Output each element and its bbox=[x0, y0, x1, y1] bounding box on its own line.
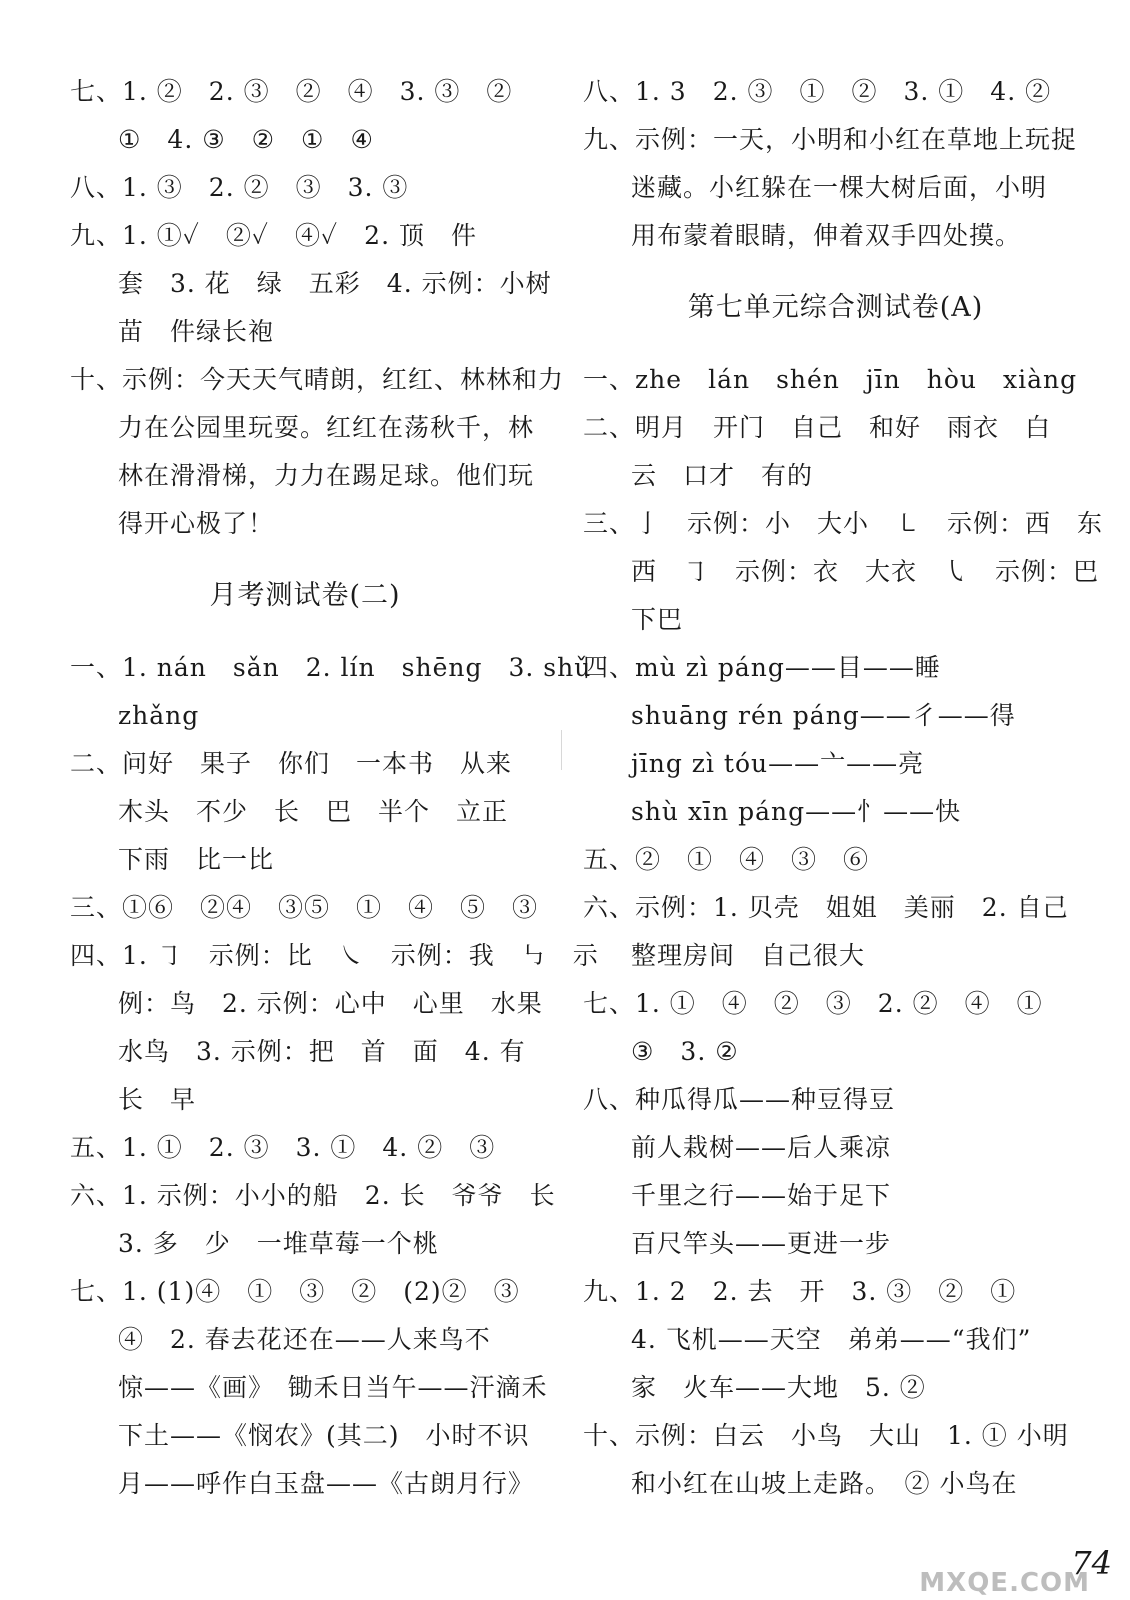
answer-line: 前人栽树——后人乘凉 bbox=[631, 1133, 892, 1162]
answer-line: 七、1. ① ④ ② ③ 2. ② ④ ① bbox=[583, 989, 1043, 1018]
answer-line: 例：鸟 2. 示例：心中 心里 水果 bbox=[118, 989, 543, 1018]
answer-line: 三、亅 示例：小 大小 ㇄ 示例：西 东 bbox=[583, 509, 1104, 538]
answer-line: 整理房间 自己很大 bbox=[631, 941, 866, 970]
answer-line: zhǎng bbox=[118, 701, 200, 730]
answer-line: 七、1. (1)④ ① ③ ② (2)② ③ bbox=[70, 1277, 520, 1306]
answer-line: 云 口才 有的 bbox=[631, 461, 814, 490]
answer-line: 惊——《画》 锄禾日当午——汗滴禾 bbox=[118, 1373, 548, 1402]
answer-line: ① 4. ③ ② ① ④ bbox=[118, 125, 374, 154]
answer-line: 套 3. 花 绿 五彩 4. 示例：小树 bbox=[118, 269, 552, 298]
answer-line: 九、1. ①✓ ②✓ ④✓ 2. 顶 件 bbox=[70, 221, 477, 250]
answer-line: 八、1. 3 2. ③ ① ② 3. ① 4. ② bbox=[583, 77, 1052, 106]
answer-line: 百尺竿头——更进一步 bbox=[631, 1229, 892, 1258]
answer-line: 一、1. nán sǎn 2. lín shēng 3. shǔ bbox=[70, 653, 592, 682]
page-number: 74 bbox=[1071, 1544, 1112, 1582]
answer-line: 四、1. ㇆ 示例：比 ㇏ 示例：我 ㇉ 示 bbox=[70, 941, 599, 970]
answer-line: 下雨 比一比 bbox=[118, 845, 275, 874]
answer-line: 七、1. ② 2. ③ ② ④ 3. ③ ② bbox=[70, 77, 513, 106]
answer-line: 用布蒙着眼睛，伸着双手四处摸。 bbox=[631, 221, 1022, 250]
answer-line: 和小红在山坡上走路。 ② 小鸟在 bbox=[631, 1469, 1018, 1498]
section-title: 月考测试卷(二) bbox=[209, 580, 401, 611]
column-divider bbox=[561, 730, 562, 770]
answer-line: 三、①⑥ ②④ ③⑤ ① ④ ⑤ ③ bbox=[70, 893, 539, 922]
answer-line: 水鸟 3. 示例：把 首 面 4. 有 bbox=[118, 1037, 526, 1066]
answer-line: ③ 3. ② bbox=[631, 1037, 739, 1066]
section-title: 第七单元综合测试卷(A) bbox=[687, 292, 984, 323]
answer-line: 林在滑滑梯，力力在踢足球。他们玩 bbox=[118, 461, 535, 490]
answer-line: 迷藏。小红躲在一棵大树后面，小明 bbox=[631, 173, 1048, 202]
answer-line: 木头 不少 长 巴 半个 立正 bbox=[118, 797, 509, 826]
answer-line: jīng zì tóu——亠——亮 bbox=[631, 749, 925, 778]
answer-line: 下土——《悯农》(其二) 小时不识 bbox=[118, 1421, 530, 1450]
answer-line: 得开心极了！ bbox=[118, 509, 275, 538]
answer-line: 四、mù zì páng——目——睡 bbox=[583, 653, 941, 682]
answer-line: 苗 件绿长袍 bbox=[118, 317, 275, 346]
answer-line: 六、示例：1. 贝壳 姐姐 美丽 2. 自己 bbox=[583, 893, 1069, 922]
answer-line: 九、示例：一天，小明和小红在草地上玩捉 bbox=[583, 125, 1078, 154]
answer-line: 西 ㇆ 示例：衣 大衣 ㇂ 示例：巴 bbox=[631, 557, 1100, 586]
answer-line: 二、明月 开门 自己 和好 雨衣 白 bbox=[583, 413, 1052, 442]
answer-line: 六、1. 示例：小小的船 2. 长 爷爷 长 bbox=[70, 1181, 556, 1210]
answer-line: ④ 2. 春去花还在——人来鸟不 bbox=[118, 1325, 491, 1354]
answer-line: 八、1. ③ 2. ② ③ 3. ③ bbox=[70, 173, 409, 202]
answer-line: 九、1. 2 2. 去 开 3. ③ ② ① bbox=[583, 1277, 1017, 1306]
answer-line: 长 早 bbox=[118, 1085, 197, 1114]
answer-line: 十、示例：白云 小鸟 大山 1. ① 小明 bbox=[583, 1421, 1069, 1450]
answer-line: 五、② ① ④ ③ ⑥ bbox=[583, 845, 870, 874]
answer-line: 十、示例：今天天气晴朗，红红、林林和力 bbox=[70, 365, 565, 394]
watermark: MXQE.COM bbox=[919, 1568, 1090, 1598]
answer-line: 下巴 bbox=[631, 605, 684, 634]
answer-line: 家 火车——大地 5. ② bbox=[631, 1373, 926, 1402]
answer-line: 力在公园里玩耍。红红在荡秋千，林 bbox=[118, 413, 535, 442]
answer-line: 3. 多 少 一堆草莓一个桃 bbox=[118, 1229, 439, 1258]
answer-line: 千里之行——始于足下 bbox=[631, 1181, 892, 1210]
answer-line: shuāng rén páng——彳——得 bbox=[631, 701, 1016, 730]
answer-line: shù xīn páng——忄——快 bbox=[631, 797, 962, 826]
right-column bbox=[583, 68, 1104, 1508]
left-column bbox=[70, 68, 599, 1508]
answer-line: 二、问好 果子 你们 一本书 从来 bbox=[70, 749, 513, 778]
answer-line: 月——呼作白玉盘——《古朗月行》 bbox=[118, 1469, 535, 1498]
answer-line: 一、zhe lán shén jīn hòu xiàng bbox=[583, 365, 1078, 394]
answer-line: 五、1. ① 2. ③ 3. ① 4. ② ③ bbox=[70, 1133, 496, 1162]
answer-line: 4. 飞机——天空 弟弟——“我们” bbox=[631, 1325, 1032, 1354]
answer-line: 八、种瓜得瓜——种豆得豆 bbox=[583, 1085, 896, 1114]
